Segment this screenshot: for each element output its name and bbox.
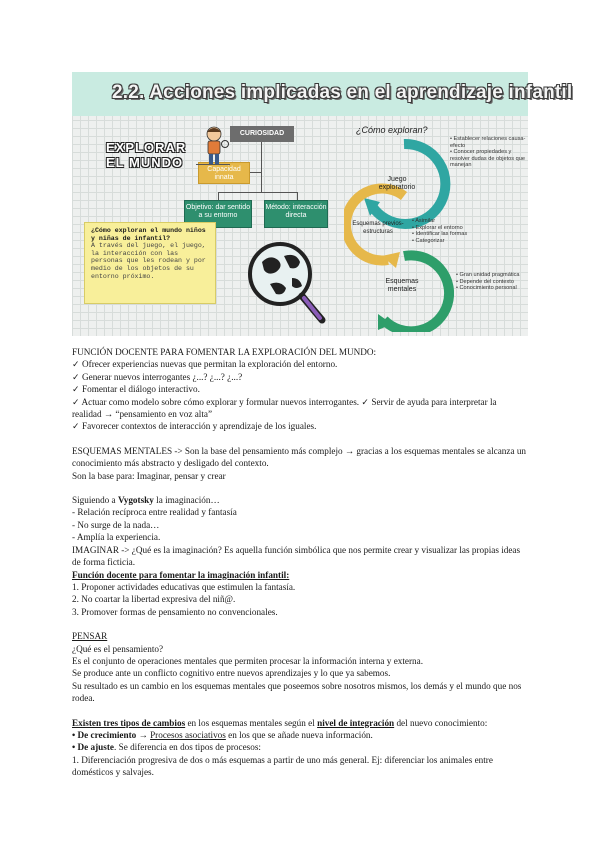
infographic <box>72 72 573 336</box>
esquemas-paragraph: Son la base para: Imaginar, pensar y crear <box>72 470 226 481</box>
pensar-line: Se produce ante un conflicto cognitivo entre nuevos aprendizajes y lo que ya sabemos. <box>72 668 391 679</box>
boy-explorer-icon <box>198 124 230 166</box>
cambios-item: 1. Diferenciación progresiva de dos o más esquemas a partir de uno más general. Ej: diferenciar los animales entre domésticos y salvajes. <box>72 754 493 778</box>
vygotsky-line: - Relación recíproca entre realidad y fantasía <box>72 507 237 518</box>
vygotsky-line: - Amplía la experiencia. <box>72 532 161 543</box>
connector-line <box>250 172 261 173</box>
vygotsky-intro: Siguiendo a Vygotsky la imaginación… <box>72 495 220 506</box>
esquemas-mentales-label: Esquemas mentales <box>385 278 419 293</box>
pensar-heading: PENSAR <box>72 631 108 642</box>
connector-line <box>297 192 298 200</box>
esquemas-item: • Asimilar <box>412 218 436 224</box>
connector-line <box>261 142 262 192</box>
esquemas-item: • Categorizar <box>412 237 445 244</box>
imaginar-funcion-heading: Función docente para fomentar la imaginación infantil: <box>72 569 290 580</box>
imaginar-paragraph: IMAGINAR -> ¿Qué es la imaginación? Es aquella función simbólica que nos permite crear y visualizar las propias ideas de forma ficticia. <box>72 544 521 568</box>
funcion-line: ✓ Ofrecer experiencias nuevas que permitan la exploración del entorno. <box>72 359 338 370</box>
mentales-item: • Depende del contexto <box>456 278 514 285</box>
mentales-item: • Conocimiento personal <box>456 285 517 292</box>
connector-line <box>218 192 219 200</box>
pensar-question: ¿Qué es el pensamiento? <box>72 643 164 654</box>
metodo-box: Método: interacción directa <box>264 200 328 228</box>
funcion-line: ✓ Actuar como modelo sobre cómo explorar y formular nuevos interrogantes. ✓ Servir de ayuda para interpretar la realidad → “pensamiento en voz alta” <box>72 396 497 420</box>
vygotsky-line: - No surge de la nada… <box>72 519 160 530</box>
note-answer: A través del juego, el juego, la interacción con las personas que les rodean y por medio de los objetos de su entorno próximo. <box>91 242 206 280</box>
globe-magnifier-icon <box>240 232 330 332</box>
objetivo-box: Objetivo: dar sentido a su entorno <box>184 200 252 228</box>
funcion-line: ✓ Generar nuevos interrogantes ¿...? ¿...? ¿...? <box>72 371 243 382</box>
pensar-line: Su resultado es un cambio en los esquemas mentales que poseemos sobre nosotros mismos, los demás y el mundo que nos rodea. <box>72 680 522 704</box>
juego-item: • Establecer relaciones causa-efecto <box>450 136 526 149</box>
document-body <box>72 346 528 779</box>
capacidad-box: Capacidad innata <box>198 162 250 184</box>
juego-exploratorio-label: Juego exploratorio <box>378 176 416 191</box>
sticky-note <box>84 222 216 304</box>
funcion-heading: FUNCIÓN DOCENTE PARA FOMENTAR LA EXPLORACIÓN DEL MUNDO: <box>72 347 377 357</box>
funcion-line: ✓ Fomentar el diálogo interactivo. <box>72 384 200 395</box>
infographic-title: 2.2. Acciones implicadas en el aprendizaje infantil <box>112 82 573 103</box>
esquemas-previos-label: Esquemas previos-estructuras <box>352 221 404 235</box>
imaginar-funcion-item: 3. Promover formas de pensamiento no convencionales. <box>72 606 278 617</box>
imaginar-funcion-item: 1. Proponer actividades educativas que estimulen la fantasía. <box>72 581 296 592</box>
infographic-title-banner <box>72 72 573 116</box>
esquemas-items <box>412 218 482 244</box>
esquemas-item: • Explorar el entorno <box>412 224 463 231</box>
note-question: ¿Cómo exploran el mundo niños y niñas de infantil? <box>91 227 206 242</box>
connector-line <box>218 192 298 193</box>
funcion-line: ✓ Favorecer contextos de interacción y aprendizaje de los iguales. <box>72 421 317 432</box>
esquemas-item: • Identificar las formas <box>412 231 468 238</box>
pensar-line: Es el conjunto de operaciones mentales que permiten procesar la información interna y externa. <box>72 655 424 666</box>
imaginar-funcion-item: 2. No coartar la libertad expresiva del niñ@. <box>72 594 236 605</box>
juego-item: • Conocer propiedades y resolver dudas de objetos que manejan <box>450 149 525 169</box>
cambios-item: • De crecimiento → Procesos asociativos en los que se añade nueva información. <box>72 729 373 740</box>
mentales-item: • Gran unidad pragmática <box>456 272 520 278</box>
esquemas-paragraph: ESQUEMAS MENTALES -> Son la base del pensamiento más complejo → gracias a los esquemas mentales se alcanza un conocimiento más abstracto y desligado del contexto. <box>72 445 527 469</box>
cambios-item: • De ajuste. Se diferencia en dos tipos de procesos: <box>72 742 261 753</box>
curiosidad-box: CURIOSIDAD <box>230 126 294 142</box>
juego-items <box>450 136 526 169</box>
explorar-el-mundo-label: EXPLORAR EL MUNDO <box>106 140 187 170</box>
cambios-intro: Existen tres tipos de cambios en los esquemas mentales según el nivel de integración del nuevo conocimiento: <box>72 717 488 728</box>
mentales-items <box>456 272 526 292</box>
como-exploran-label: ¿Cómo exploran? <box>356 125 428 135</box>
